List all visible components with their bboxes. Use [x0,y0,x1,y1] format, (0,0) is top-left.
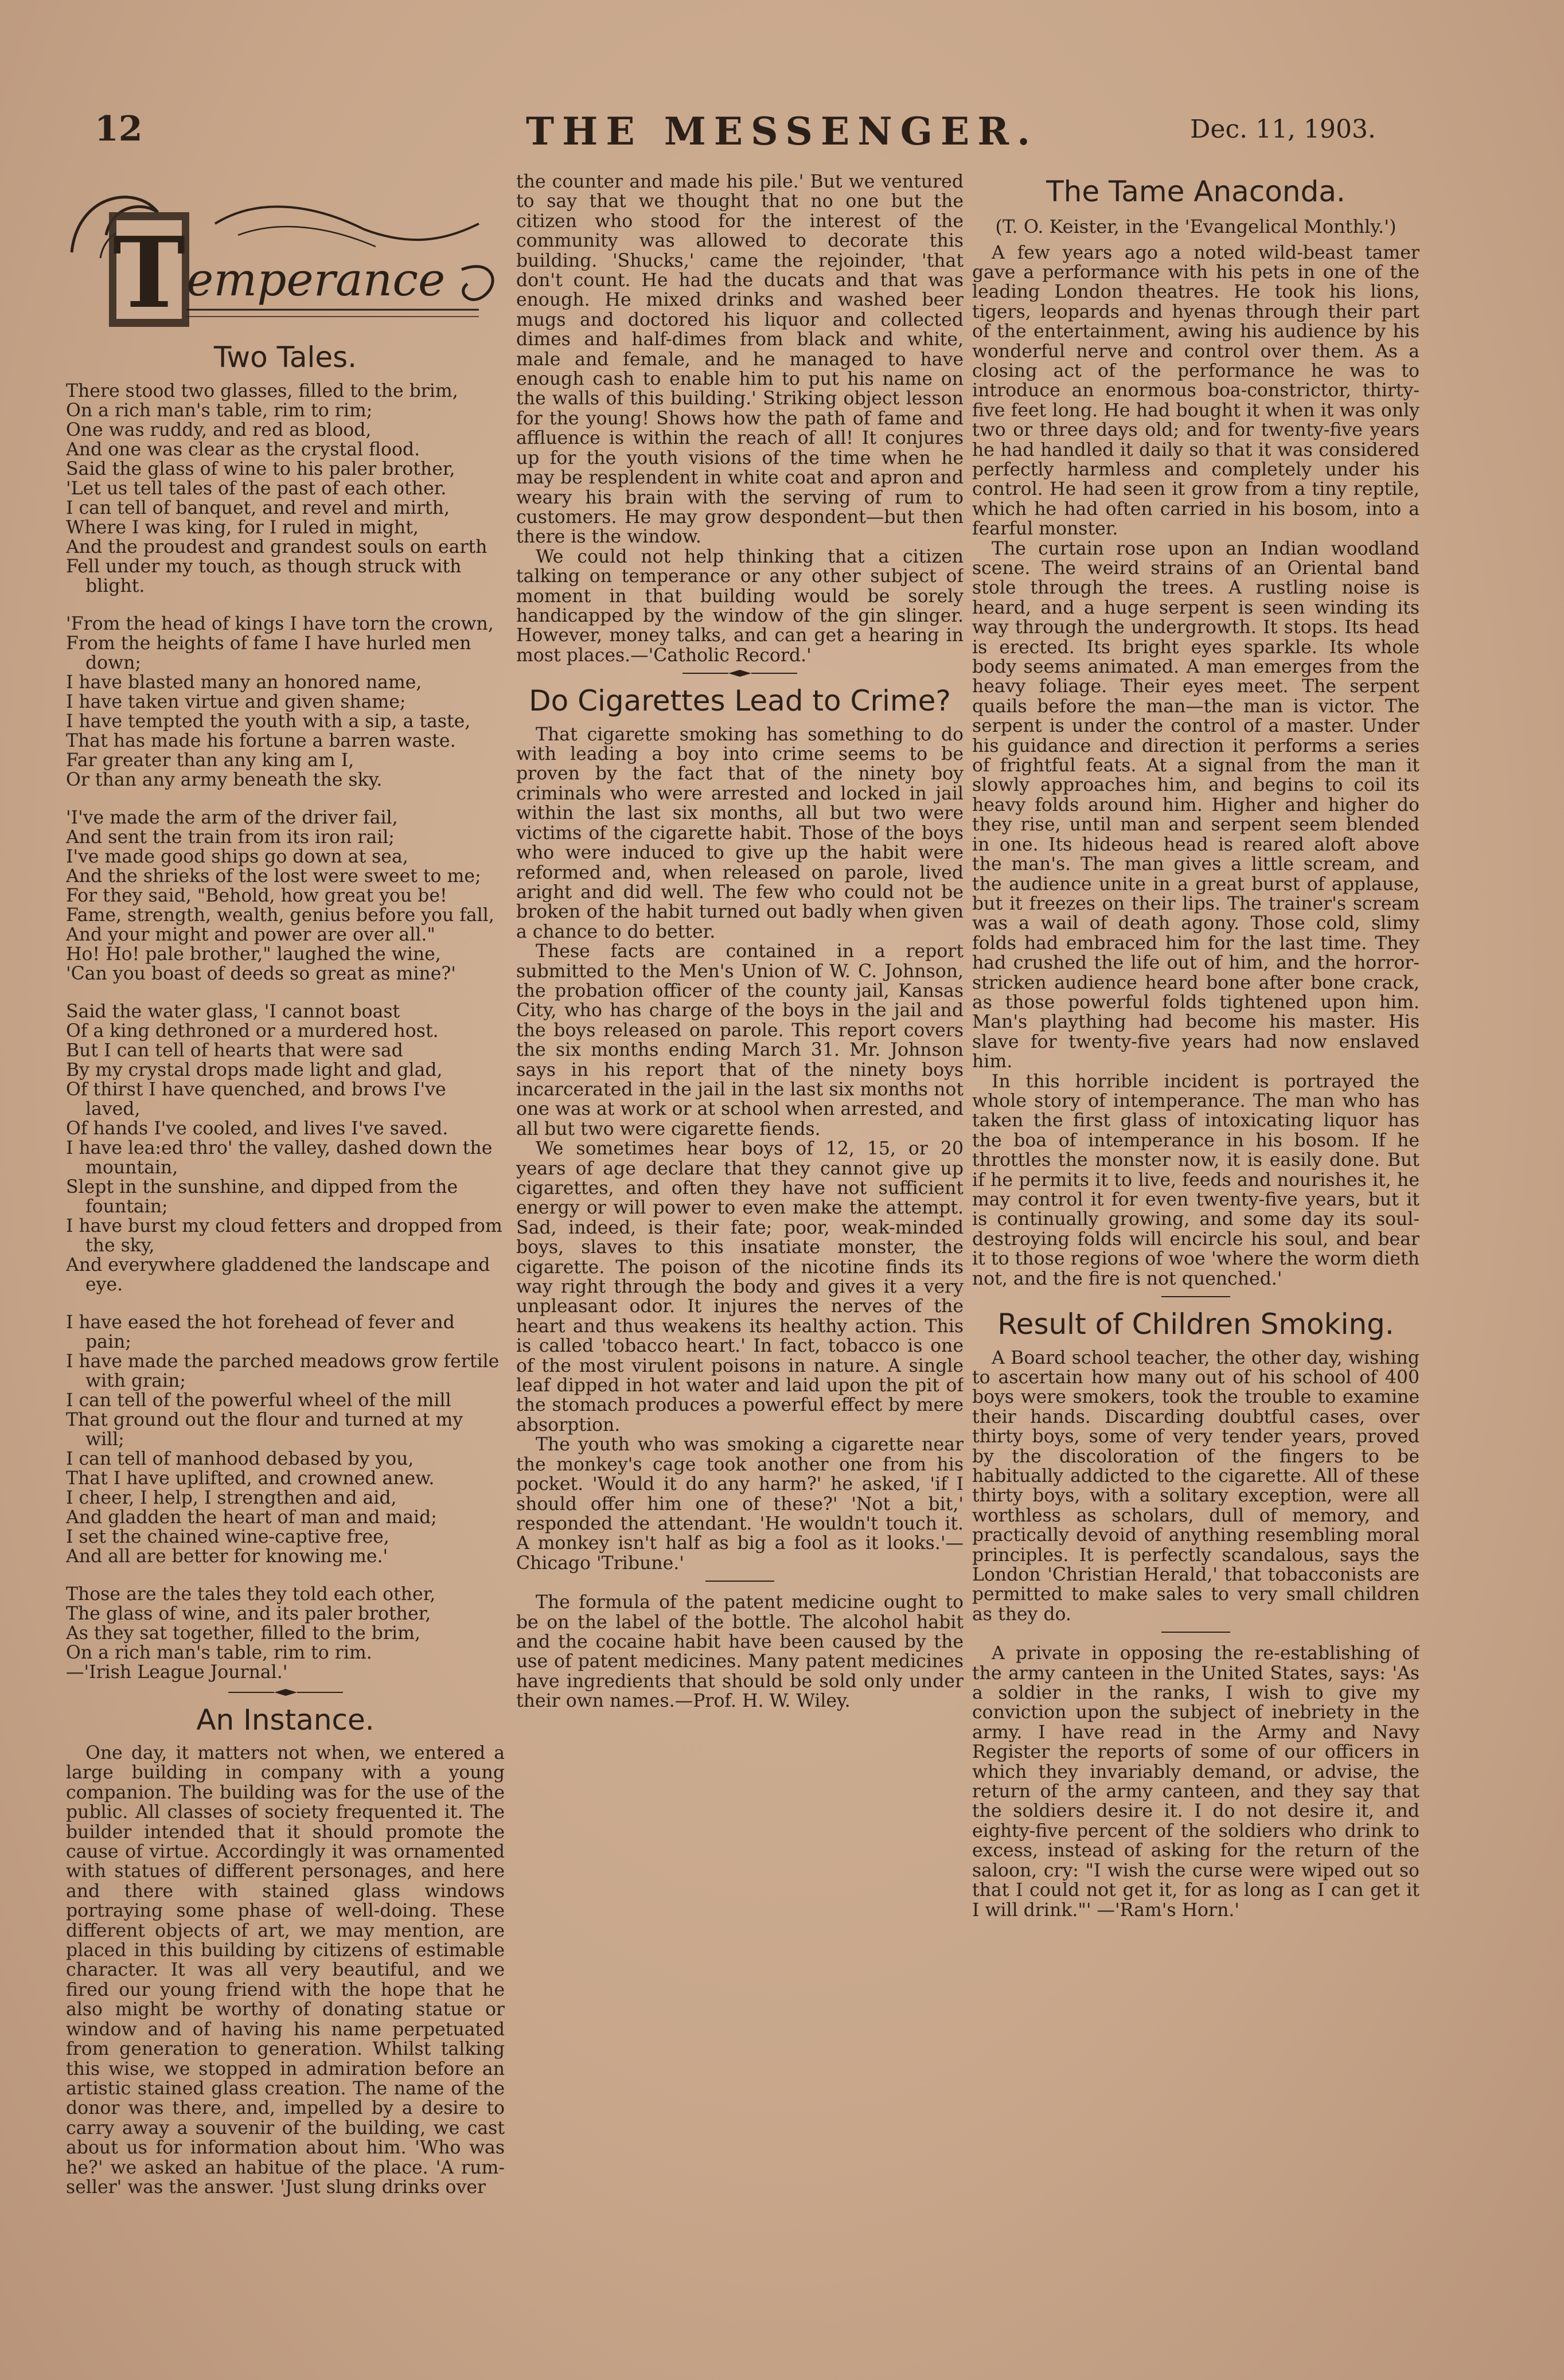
poem-line: That ground out the flour and turned at my will; [66,1409,463,1450]
poem-line: I have eased the hot forehead of fever and pain; [66,1312,455,1352]
poem-line: One was ruddy, and red as blood, [66,419,372,440]
poem-stanza [66,808,505,984]
poem-line: By my crystal drops made light and glad, [66,1059,443,1080]
poem-stanza [66,1313,505,1566]
poem-stanza [66,381,505,596]
poem-line: As they sat together, filled to the brim, [66,1622,420,1644]
poem-line: Fame, strength, wealth, genius before you fall, [66,904,494,926]
page-number: 12 [95,109,143,149]
masthead: THE MESSENGER. [525,109,1039,154]
tame-anaconda-paragraph: The curtain rose upon an Indian woodland scene. The weird strains of an Oriental band stole through the trees. A rustling noise is heard, and a huge serpent is seen winding its way through the undergrowth. It stops. Its head is erected. Its bright eyes sparkle. Its whole body seems animated. A man emerges from the heavy foliage. Their eyes meet. The serpent quails before the man—the man is victor. The serpent is under the control of a master. Under his guidance and direction it performs a series of frightful feats. At a signal from the man it slowly approaches him, and begins to coil its heavy folds around him. Higher and higher do they rise, until man and serpent seem blended in one. Its hideous head is reared aloft above the man's. The man gives a little scream, and the audience unite in a great burst of applause, but it freezes on their lips. The trainer's scream was a wail of death agony. Those cold, slimy folds had embraced him for the last time. They had crushed the life out of him, and the horror-stricken audience heard bone after bone crack, as those powerful folds tightened upon him. Man's plaything had become his master. His slave for twenty-five years had now enslaved him. [972,538,1419,1072]
children-smoking-title: Result of Children Smoking. [997,1308,1394,1341]
poem-line: On a rich man's table, rim to rim; [66,400,373,421]
poem-line: Of thirst I have quenched, and brows I've laved, [66,1079,446,1119]
svg-text:T: T [112,216,186,330]
poem-line: And the proudest and grandest souls on earth [66,536,487,557]
two-tales-poem [66,381,505,1663]
poem-line: And all are better for knowing me.' [66,1546,388,1567]
poem-line: For they said, "Behold, how great you be! [66,885,447,906]
poem-line: I can tell of the powerful wheel of the mill [66,1390,451,1411]
cigarettes-crime-title: Do Cigarettes Lead to Crime? [529,684,951,718]
an-instance-title: An Instance. [196,1703,375,1737]
an-instance-paragraph-continued: the counter and made his pile.' But we ventured to say that we thought that no one but the citizen who stood for the interest of the community was allowed to decorate this building. 'Shucks,' came the rejoinder, 'that don't count. He had the ducats and that was enough. He mixed drinks and washed beer mugs and doctored his liquor and collected dimes and half-dimes from black and white, male and female, and he managed to have enough cash to enable him to put his name on the walls of this building.' Striking object lesson for the young! Shows how the path of fame and affluence is within the reach of all! It conjures up for the youth visions of the time when he may be resplendent in white coat and apron and weary his brain with the serving of rum to customers. He may grow despondent—but then there is the window. [516,172,964,548]
poem-line: I have lea:ed thro' the valley, dashed down the mountain, [66,1137,493,1178]
section-divider [516,669,964,678]
poem-line: But I can tell of hearts that were sad [66,1040,403,1061]
poem-line: And sent the train from its iron rail; [66,826,395,848]
section-divider [516,1577,964,1586]
poem-line: 'Can you boast of deeds so great as mine?' [66,963,456,984]
two-tales-title: Two Tales. [213,341,357,374]
poem-line: And gladden the heart of man and maid; [66,1507,437,1528]
tame-anaconda-paragraph: A few years ago a noted wild-beast tamer gave a performance with his pets in one of the leading London theatres. He took his lions, tigers, leopards and hyenas through their part of the entertainment, awing his audience by his wonderful nerve and control over them. As a closing act of the performance he was to introduce an enormous boa-constrictor, thirty-five feet long. He had bought it when it was only two or three days old; and for twenty-five years he had handled it daily so that it was considered perfectly harmless and completely under his control. He had seen it grow from a tiny reptile, which he had often carried in his bosom, into a fearful monster. [972,242,1419,540]
svg-text:emperance: emperance [186,253,446,306]
poem-line: Said the glass of wine to his paler brother, [66,458,455,479]
cigarettes-crime-paragraph: We sometimes hear boys of 12, 15, or 20 years of age declare that they cannot give up cigarettes, and often they have not sufficient energy or will power to even make the attempt. Sad, indeed, is their fate; poor, weak-minded boys, slaves to this insatiate monster, the cigarette. The poison of the nicotine finds its way right through the body and gives it a very unpleasant odor. It injures the nerves of the heart and thus weakens its healthy action. This is called 'tobacco heart.' In fact, tobacco is one of the most virulent poisons in nature. A single leaf dipped in hot water and laid upon the pit of the stomach produces a powerful effect by mere absorption. [516,1138,964,1435]
poem-line: I have blasted many an honored name, [66,672,422,693]
poem-line: Those are the tales they told each other, [66,1583,436,1605]
poem-stanza [66,1585,505,1663]
poem-line: I have taken virtue and given shame; [66,691,406,712]
poem-line: Of hands I've cooled, and lives I've saved. [66,1118,448,1139]
poem-line: I have tempted the youth with a sip, a taste, [66,711,471,732]
poem-line: I have burst my cloud fetters and dropped from the sky, [66,1215,502,1256]
tame-anaconda-title: The Tame Anaconda. [1046,175,1345,208]
poem-line: Far greater than any king am I, [66,750,354,771]
poem-line: Of a king dethroned or a murdered host. [66,1020,439,1041]
divider-rule-icon [1138,1292,1253,1301]
poem-line: I can tell of manhood debased by you, [66,1448,414,1469]
cigarettes-crime-paragraph: The youth who was smoking a cigarette near the monkey's cage took another one from his pocket. 'Would it do any harm?' he asked, 'if I should offer him one of these?' 'Not a bit,' responded the attendant. 'He wouldn't touch it. A monkey isn't half as big a fool as it looks.'—Chicago 'Tribune.' [516,1434,964,1574]
tame-anaconda-paragraph: In this horrible incident is portrayed the whole story of intemperance. The man who has taken the first glass of intoxicating liquor has the boa of intemperance in his bosom. If he throttles the monster now, it is easily done. But if he permits it to live, feeds and nourishes it, he may control it for even twenty-five years, but it is continually growing, and some day its soul-destroying folds will encircle his soul, and bear it to those regions of woe 'where the worm dieth not, and the fire is not quenched.' [972,1071,1419,1289]
column-1 [66,172,505,2197]
poem-line: I have made the parched meadows grow fertile with grain; [66,1351,500,1391]
poem-line: That I have uplifted, and crowned anew. [66,1468,435,1489]
column-2 [516,172,964,1711]
poem-line: Fell under my touch, as though struck with blight. [66,556,462,596]
poem-stanza [66,614,505,790]
cigarettes-crime-paragraph: These facts are contained in a report submitted to the Men's Union of W. C. Johnson, the probation officer of the county jail, Kansas City, who has charge of the boys in the jail and the boys released on parole. This report covers the six months ending March 31. Mr. Johnson says in his report that of the ninety boys incarcerated in the jail in the last six months not one was at work or at school when arrested, and all but two were cigarette fiends. [516,941,964,1140]
poem-stanza [66,1002,505,1294]
temperance-banner-art [66,172,505,335]
section-divider [972,1628,1419,1637]
poem-line: Where I was king, for I ruled in might, [66,517,419,538]
section-divider [66,1688,505,1697]
poem-line: Ho! Ho! pale brother," laughed the wine, [66,943,441,965]
poem-line: 'From the head of kings I have torn the crown, [66,613,494,634]
cigarettes-crime-paragraph: That cigarette smoking has something to do with leading a boy into crime seems to be proven by the fact that of the ninety boy criminals who were arrested and locked in jail within the last six months, all but two were victims of the cigarette habit. Those of the boys who were induced to give up the habit were reformed and, when released on parole, lived aright and did well. The few who could not be broken of the habit turned out badly when given a chance to do better. [516,724,964,942]
poem-line: I cheer, I help, I strengthen and aid, [66,1487,397,1508]
column-3 [972,172,1419,1920]
poem-line: On a rich man's table, rim to rim. [66,1642,372,1663]
poem-line: That has made his fortune a barren waste. [66,730,456,751]
poem-line: The glass of wine, and its paler brother, [66,1603,431,1624]
children-smoking-paragraph: A Board school teacher, the other day, wishing to ascertain how many out of his school of 400 boys were smokers, took the trouble to examine their hands. Discarding doubtful cases, over thirty boys, some of very tender years, proved by the discoloration of the fingers to be habitually addicted to the cigarette. All of these thirty boys, with a solitary exception, were all worthless as scholars, dull of memory, and practically devoid of anything resembling moral principles. It is perfectly scandalous, says the London 'Christian Herald,' that tobacconists are permitted to make sales to very small children as they do. [972,1347,1419,1625]
section-divider [972,1292,1419,1301]
divider-ornament-icon [682,669,797,678]
poem-line: And the shrieks of the lost were sweet to me; [66,865,481,887]
two-tales-attribution: —'Irish League Journal.' [66,1661,288,1683]
an-instance-paragraph: We could not help thinking that a citizen talking on temperance or any other subject of moment in that building would be sorely handicapped by the window of the gin slinger. However, money talks, and can get a hearing in most places.—'Catholic Record.' [516,546,964,666]
temperance-banner [66,172,505,335]
poem-line: I've made good ships go down at sea, [66,846,408,867]
poem-line: Or than any army beneath the sky. [66,769,383,790]
poem-line: Said the water glass, 'I cannot boast [66,1001,400,1022]
poem-line: I can tell of banquet, and revel and mirth, [66,497,450,518]
poem-line: There stood two glasses, filled to the brim, [66,380,458,401]
divider-ornament-icon [228,1688,343,1697]
poem-line: And your might and power are over all." [66,924,435,945]
divider-rule-icon [1138,1628,1253,1637]
poem-line: And everywhere gladdened the landscape and eye. [66,1254,490,1295]
poem-line: 'Let us tell tales of the past of each other. [66,478,447,499]
tame-anaconda-byline: (T. O. Keister, in the 'Evangelical Monthly.') [995,215,1397,237]
an-instance-paragraph: One day, it matters not when, we entered a large building in company with a young companion. The building was for the use of the public. All classes of society frequented it. The builder intended that it should promote the cause of virtue. Accordingly it was ornamented with statues of different personages, and here and there with stained glass windows portraying some phase of well-doing. These different objects of art, we may mention, are placed in this building by citizens of estimable character. It was all very beautiful, and we fired our young friend with the hope that he also might be worthy of donating statue or window and of having his name perpetuated from generation to generation. Whilst talking this wise, we stopped in admiration before an artistic stained glass creation. The name of the donor was there, and, impelled by a desire to carry away a souvenir of the building, we cast about us for information about him. 'Who was he?' we asked an habitue of the place. 'A rum-seller' was the answer. 'Just slung drinks over [66,1743,505,2198]
divider-rule-icon [682,1577,797,1586]
poem-line: I set the chained wine-captive free, [66,1526,389,1547]
poem-line: From the heights of fame I have hurled men down; [66,633,471,673]
army-canteen-paragraph: A private in opposing the re-establishing of the army canteen in the United States, says: 'As a soldier in the ranks, I wish to give my conviction upon the subject of inebriety in the army. I have read in the Army and Navy Register the reports of some of our officers in which they invariably demand, or advise, the return of the army canteen, and they say that the soldiers desire it. I do not desire it, and eighty-five percent of the soldiers who drink to excess, instead of asking for the return of the saloon, cry: "I wish the curse were wiped out so that I could not get it, for as long as I can get it I will drink."' —'Ram's Horn.' [972,1643,1419,1920]
issue-date: Dec. 11, 1903. [1190,115,1376,144]
poem-line: And one was clear as the crystal flood. [66,439,420,460]
poem-line: Slept in the sunshine, and dipped from the fountain; [66,1176,458,1217]
poem-line: 'I've made the arm of the driver fail, [66,807,398,828]
patent-medicine-paragraph: The formula of the patent medicine ought to be on the label of the bottle. The alcohol habit and the cocaine habit have been caused by the use of patent medicines. Many patent medicines have ingredients that should be sold only under their own names.—Prof. H. W. Wiley. [516,1592,964,1711]
